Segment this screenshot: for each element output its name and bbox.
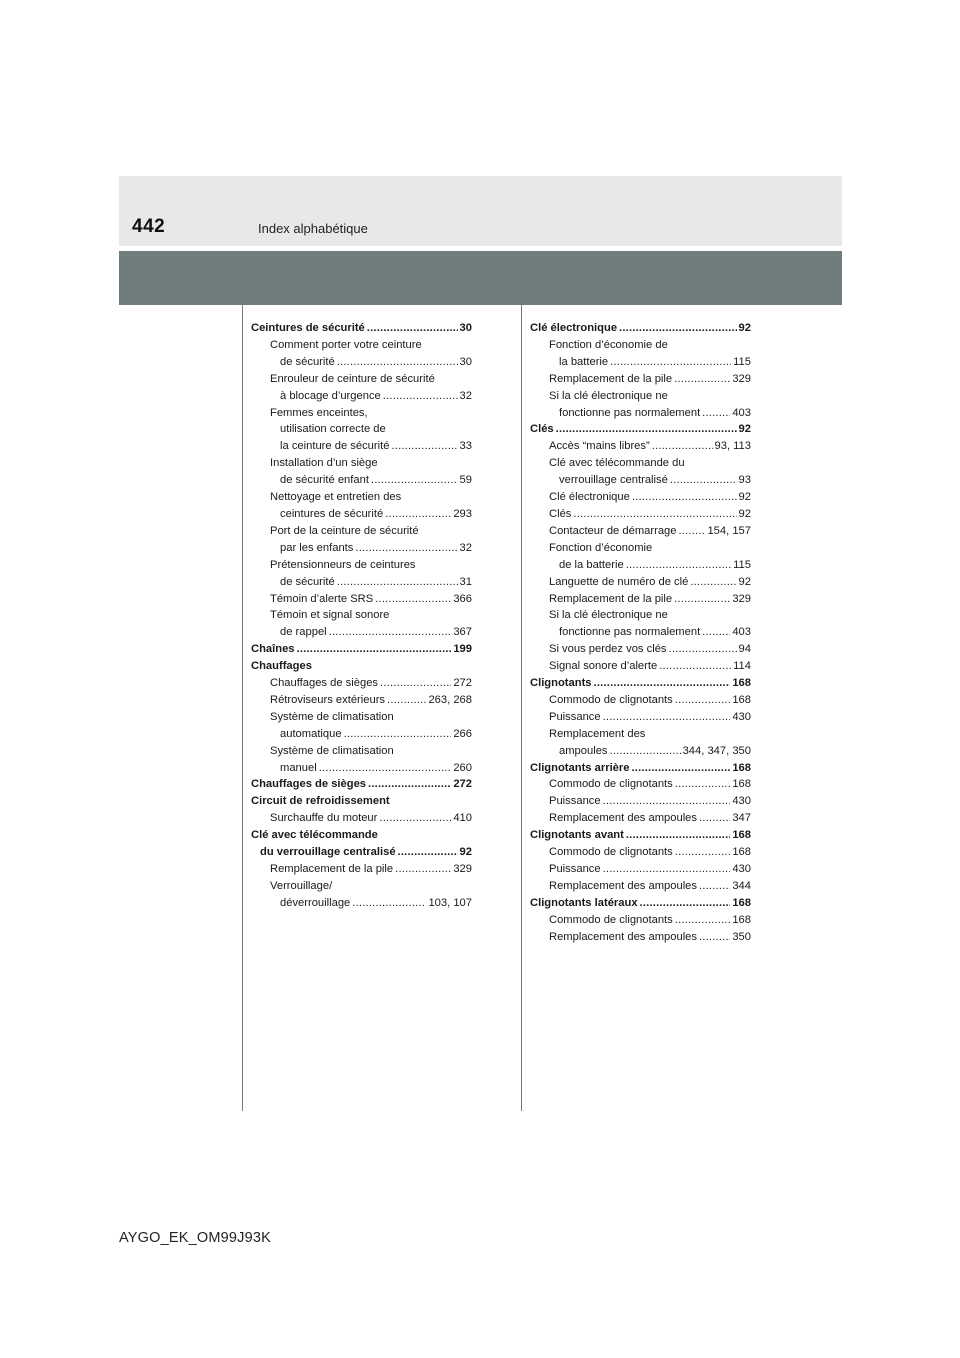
index-entry-text: Clé avec télécommande du — [549, 457, 685, 470]
index-entry — [251, 574, 472, 591]
index-entry — [251, 658, 472, 675]
index-entry-text: Clé électronique — [530, 322, 618, 334]
dot-leader — [319, 760, 452, 777]
index-entry-text: Témoin d’alerte SRS — [270, 592, 374, 605]
index-entry — [530, 692, 751, 709]
index-column-right — [530, 320, 751, 946]
index-entry-page: 430 — [732, 863, 751, 875]
index-entry-page: 168 — [732, 896, 751, 909]
index-entry — [251, 827, 472, 844]
dot-leader — [383, 388, 458, 405]
index-entry-page: 168 — [732, 829, 751, 842]
dot-leader — [690, 574, 736, 591]
index-entry-page: 403 — [732, 406, 751, 419]
index-entry-text: Remplacement de la pile — [270, 863, 394, 875]
header-band-light — [119, 176, 842, 246]
index-entry-page: 266 — [453, 727, 472, 740]
index-entry-page: 168 — [732, 677, 751, 690]
index-entry-text: Puissance — [549, 795, 601, 808]
index-entry-text: Commodo de clignotants — [549, 778, 673, 791]
dot-leader — [702, 405, 730, 422]
index-entry-text: automatique — [280, 727, 342, 740]
dot-leader — [387, 692, 426, 709]
dot-leader — [652, 438, 713, 455]
dot-leader — [699, 810, 730, 827]
header-band-dark — [119, 251, 842, 305]
index-entry-text: ampoules — [559, 744, 608, 757]
index-entry-text: Chauffages de sièges — [251, 778, 367, 791]
index-entry-text: Commodo de clignotants — [549, 913, 673, 926]
dot-leader — [337, 574, 458, 591]
index-entry-text: Clés — [530, 423, 554, 436]
index-entry-text: Si la clé électronique ne — [549, 389, 668, 402]
index-entry-text: Nettoyage et entretien des — [270, 491, 402, 504]
index-entry — [530, 472, 751, 489]
index-entry-text: du verrouillage centralisé — [260, 846, 396, 859]
index-entry — [251, 776, 472, 793]
dot-leader — [603, 793, 731, 810]
index-entry-page: 366 — [453, 592, 472, 605]
index-entry — [530, 810, 751, 827]
index-entry — [251, 421, 472, 438]
index-entry — [251, 641, 472, 658]
dot-leader — [352, 895, 426, 912]
index-entry-page: 33 — [459, 440, 472, 453]
dot-leader — [603, 861, 731, 878]
index-entry-page: 344 — [732, 879, 751, 892]
index-entry-page: 410 — [453, 812, 472, 825]
index-entry — [251, 607, 472, 624]
index-entry — [251, 810, 472, 827]
index-entry-page: 94 — [738, 643, 751, 656]
index-entry-text: Remplacement des — [549, 727, 646, 740]
index-entry-text: utilisation correcte de — [280, 423, 386, 436]
dot-leader — [379, 810, 451, 827]
index-entry — [530, 641, 751, 658]
index-entry-text: Système de climatisation — [270, 710, 394, 723]
index-entry — [530, 371, 751, 388]
index-entry-text: Chaînes — [251, 643, 295, 656]
index-entry-page: 30 — [459, 322, 472, 334]
dot-leader — [375, 591, 451, 608]
index-entry-text: Enrouleur de ceinture de sécurité — [270, 372, 435, 385]
index-entry-text: Installation d’un siège — [270, 457, 378, 470]
index-entry — [530, 658, 751, 675]
dot-leader — [371, 472, 458, 489]
index-entry — [251, 709, 472, 726]
index-entry-page: 92 — [738, 423, 751, 436]
dot-leader — [675, 912, 731, 929]
index-entry — [251, 438, 472, 455]
dot-leader — [675, 776, 731, 793]
index-entry-text: ceintures de sécurité — [280, 507, 384, 520]
index-entry-page: 272 — [453, 677, 472, 690]
index-entry-text: Rétroviseurs extérieurs — [270, 693, 386, 706]
index-entry-text: de sécurité — [280, 355, 335, 368]
index-entry — [530, 726, 751, 743]
dot-leader — [573, 506, 736, 523]
index-entry — [530, 912, 751, 929]
index-entry-page: 92 — [738, 491, 751, 504]
index-entry-text: Clé électronique — [549, 491, 630, 504]
index-entry — [251, 692, 472, 709]
dot-leader — [670, 472, 737, 489]
index-entry-text: Languette de numéro de clé — [549, 575, 689, 588]
index-entry — [251, 895, 472, 912]
index-entry-page: 293 — [453, 507, 472, 520]
index-entry-page: 32 — [459, 389, 472, 402]
index-entry-page: 350 — [732, 930, 751, 943]
dot-leader — [610, 354, 731, 371]
index-entry — [251, 624, 472, 641]
dot-leader — [297, 641, 452, 658]
dot-leader — [395, 861, 451, 878]
index-entry-text: de sécurité enfant — [280, 474, 369, 487]
index-entry-text: Clés — [549, 507, 572, 520]
index-entry-text: fonctionne pas normalement — [559, 626, 701, 639]
dot-leader — [594, 675, 731, 692]
index-entry-page: 329 — [732, 372, 751, 385]
index-entry-text: Remplacement de la pile — [549, 592, 673, 605]
dot-leader — [631, 760, 730, 777]
index-entry — [530, 861, 751, 878]
index-entry-text: Témoin et signal sonore — [270, 609, 390, 622]
index-entry-page: 329 — [453, 863, 472, 875]
index-entry-text: Clignotants avant — [530, 829, 624, 842]
index-entry-page: 430 — [732, 795, 751, 808]
index-entry — [251, 861, 472, 878]
dot-leader — [659, 658, 731, 675]
dot-leader — [391, 438, 457, 455]
index-entry-text: la ceinture de sécurité — [280, 440, 390, 453]
index-entry-text: Puissance — [549, 863, 601, 875]
index-entry — [251, 760, 472, 777]
index-entry-text: Comment porter votre ceinture — [270, 338, 422, 351]
index-entry — [530, 827, 751, 844]
index-entry-page: 92 — [738, 322, 751, 334]
index-entry-text: par les enfants — [280, 541, 354, 554]
index-entry — [530, 523, 751, 540]
index-entry — [251, 743, 472, 760]
index-entry-page: 168 — [732, 778, 751, 791]
index-entry-page: 430 — [732, 710, 751, 723]
index-entry — [530, 421, 751, 438]
dot-leader — [556, 421, 737, 438]
index-entry — [530, 878, 751, 895]
index-entry — [530, 929, 751, 946]
dot-leader — [674, 591, 730, 608]
index-entry — [530, 557, 751, 574]
index-entry-text: Si la clé électronique ne — [549, 609, 668, 622]
index-entry-text: à blocage d’urgence — [280, 389, 381, 402]
index-entry — [530, 438, 751, 455]
index-entry — [251, 506, 472, 523]
index-entry-text: Surchauffe du moteur — [270, 812, 378, 825]
index-entry — [251, 337, 472, 354]
index-entry — [251, 455, 472, 472]
index-entry-text: Commodo de clignotants — [549, 846, 673, 859]
index-entry — [530, 591, 751, 608]
dot-leader — [675, 844, 731, 861]
dot-leader — [674, 371, 730, 388]
index-entry-page: 92 — [738, 507, 751, 520]
dot-leader — [329, 624, 452, 641]
index-entry-page: 30 — [459, 355, 472, 368]
index-entry-text: Accès “mains libres” — [549, 440, 650, 453]
dot-leader — [610, 743, 681, 760]
section-title: Index alphabétique — [258, 221, 368, 236]
index-entry — [251, 726, 472, 743]
index-entry-page: 93, 113 — [714, 440, 751, 453]
index-entry-text: Remplacement des ampoules — [549, 879, 697, 892]
dot-leader — [344, 726, 452, 743]
index-entry — [251, 489, 472, 506]
index-entry-text: Circuit de refroidissement — [251, 795, 390, 808]
index-entry-page: 103, 107 — [428, 896, 472, 909]
index-entry-text: Puissance — [549, 710, 601, 723]
index-entry-text: Système de climatisation — [270, 744, 394, 757]
index-entry-text: Port de la ceinture de sécurité — [270, 524, 419, 537]
dot-leader — [699, 878, 730, 895]
index-entry-page: 329 — [732, 592, 751, 605]
dot-leader — [368, 776, 451, 793]
index-entry — [251, 591, 472, 608]
index-entry — [251, 523, 472, 540]
index-entry-page: 367 — [453, 626, 472, 639]
index-entry-text: Clignotants latéraux — [530, 896, 638, 909]
index-entry-text: Remplacement des ampoules — [549, 812, 697, 825]
index-entry-page: 272 — [453, 778, 472, 791]
dot-leader — [669, 641, 737, 658]
index-entry-text: de rappel — [280, 626, 327, 639]
index-entry — [530, 506, 751, 523]
index-entry-page: 199 — [453, 643, 472, 656]
index-entry-text: fonctionne pas normalement — [559, 406, 701, 419]
document-code: AYGO_EK_OM99J93K — [119, 1230, 272, 1246]
index-entry — [251, 472, 472, 489]
dot-leader — [679, 523, 706, 540]
dot-leader — [626, 557, 731, 574]
index-column-left — [251, 320, 472, 912]
index-entry — [251, 878, 472, 895]
column-divider-middle — [521, 305, 522, 1111]
dot-leader — [398, 844, 458, 861]
dot-leader — [626, 827, 730, 844]
index-entry-page: 263, 268 — [428, 693, 472, 706]
index-entry — [530, 405, 751, 422]
index-entry — [530, 793, 751, 810]
index-entry-text: Femmes enceintes, — [270, 406, 368, 419]
index-entry — [530, 320, 751, 337]
index-entry — [530, 574, 751, 591]
index-entry-text: Contacteur de démarrage — [549, 524, 677, 537]
index-entry-page: 168 — [732, 761, 751, 774]
dot-leader — [675, 692, 731, 709]
index-entry — [251, 557, 472, 574]
column-divider-left — [242, 305, 243, 1111]
index-entry — [251, 793, 472, 810]
index-entry — [530, 354, 751, 371]
index-entry-text: manuel — [280, 761, 317, 774]
index-entry-text: Fonction d’économie de — [549, 338, 668, 351]
index-entry-text: Signal sonore d’alerte — [549, 660, 658, 673]
index-entry — [530, 760, 751, 777]
index-entry — [251, 320, 472, 337]
index-entry-text: Clignotants — [530, 677, 592, 690]
index-entry-page: 92 — [459, 846, 472, 859]
index-entry-text: Verrouillage/ — [270, 879, 333, 892]
index-entry-text: Clé avec télécommande — [251, 829, 378, 842]
index-entry-page: 168 — [732, 913, 751, 926]
index-entry-page: 344, 347, 350 — [682, 744, 751, 757]
dot-leader — [385, 506, 451, 523]
dot-leader — [702, 624, 730, 641]
index-entry-page: 114 — [733, 660, 751, 673]
index-entry-page: 32 — [459, 541, 472, 554]
index-entry — [530, 709, 751, 726]
index-entry — [530, 624, 751, 641]
index-entry — [530, 776, 751, 793]
index-entry-page: 31 — [459, 575, 472, 588]
index-entry-text: Prétensionneurs de ceintures — [270, 558, 416, 571]
index-entry — [530, 675, 751, 692]
index-entry-text: déverrouillage — [280, 896, 351, 909]
index-entry-page: 59 — [459, 474, 472, 487]
index-entry-page: 403 — [732, 626, 751, 639]
index-entry — [530, 743, 751, 760]
index-entry-page: 93 — [738, 474, 751, 487]
index-entry — [251, 405, 472, 422]
index-entry-text: Ceintures de sécurité — [251, 322, 365, 334]
index-entry — [530, 844, 751, 861]
index-entry-text: Chauffages de sièges — [270, 677, 379, 690]
index-entry-text: Chauffages — [251, 660, 312, 673]
index-entry — [530, 489, 751, 506]
index-entry-page: 115 — [733, 355, 751, 368]
index-entry-page: 168 — [732, 693, 751, 706]
index-entry-page: 260 — [453, 761, 472, 774]
dot-leader — [603, 709, 731, 726]
dot-leader — [640, 895, 731, 912]
dot-leader — [367, 320, 458, 337]
index-entry-page: 115 — [733, 558, 751, 571]
index-entry — [251, 371, 472, 388]
index-entry-text: la batterie — [559, 355, 609, 368]
index-entry — [530, 895, 751, 912]
index-entry-text: Si vous perdez vos clés — [549, 643, 667, 656]
index-entry-text: Fonction d’économie — [549, 541, 653, 554]
index-entry-text: Commodo de clignotants — [549, 693, 673, 706]
page-number: 442 — [132, 216, 166, 237]
index-entry-page: 168 — [732, 846, 751, 859]
index-entry — [251, 388, 472, 405]
index-entry — [251, 540, 472, 557]
dot-leader — [632, 489, 737, 506]
index-entry-text: verrouillage centralisé — [559, 474, 668, 487]
index-entry-page: 92 — [738, 575, 751, 588]
index-entry-text: Remplacement des ampoules — [549, 930, 697, 943]
index-entry-text: de la batterie — [559, 558, 624, 571]
index-entry — [251, 844, 472, 861]
index-entry-text: Clignotants arrière — [530, 761, 630, 774]
dot-leader — [380, 675, 451, 692]
index-entry-text: Remplacement de la pile — [549, 372, 673, 385]
index-entry-page: 347 — [732, 812, 751, 825]
dot-leader — [619, 320, 737, 337]
index-entry — [530, 337, 751, 354]
index-entry — [251, 354, 472, 371]
index-entry — [530, 540, 751, 557]
index-entry — [530, 388, 751, 405]
index-entry-page: 154, 157 — [707, 524, 751, 537]
index-entry — [251, 675, 472, 692]
dot-leader — [699, 929, 730, 946]
index-entry — [530, 455, 751, 472]
dot-leader — [337, 354, 458, 371]
dot-leader — [355, 540, 457, 557]
index-entry-text: de sécurité — [280, 575, 335, 588]
index-entry — [530, 607, 751, 624]
